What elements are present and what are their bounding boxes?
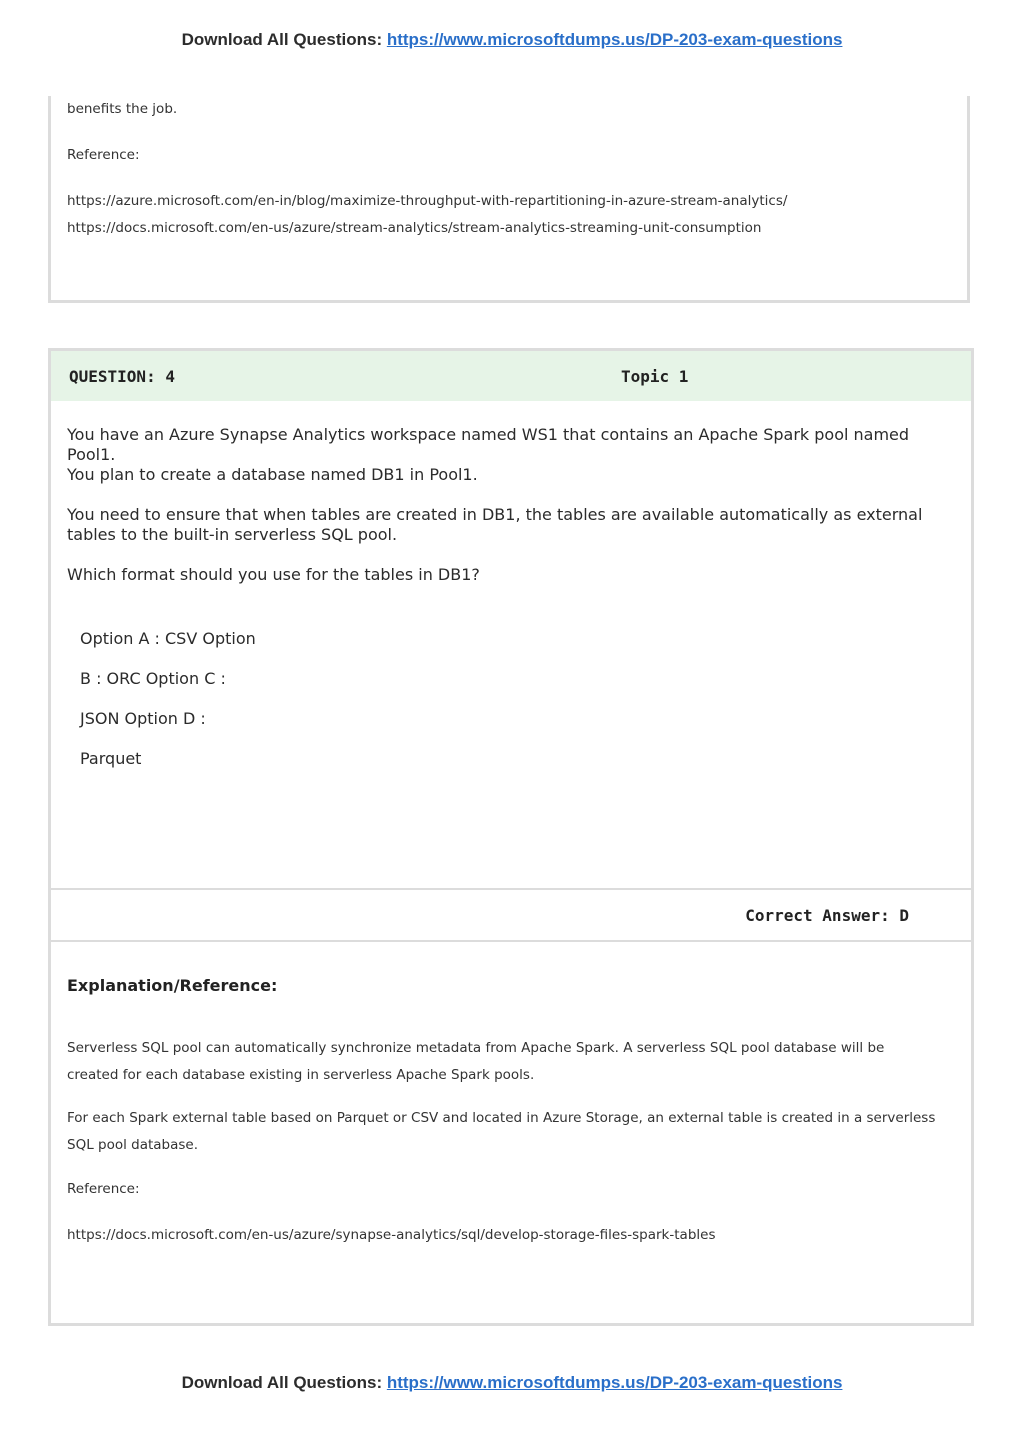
explanation-paragraph: For each Spark external table based on Parquet or CSV and located in Azure Storage, an external table is created in a serverless SQL pool database.: [67, 1110, 936, 1153]
question-panel: [48, 348, 974, 1326]
question-paragraph: You have an Azure Synapse Analytics workspace named WS1 that contains an Apache Spark pool named Pool1.: [67, 425, 910, 464]
question-paragraph: You plan to create a database named DB1 in Pool1.: [67, 465, 478, 484]
answer-option: JSON Option D :: [80, 709, 206, 728]
download-banner-bottom: [0, 1373, 1024, 1393]
correct-answer: Correct Answer: D: [745, 906, 909, 925]
section-divider: [51, 940, 971, 942]
explanation-title: Explanation/Reference:: [67, 976, 278, 995]
previous-question-panel: [48, 96, 970, 303]
question-header: [51, 351, 971, 401]
previous-reference-label: Reference:: [67, 147, 140, 163]
previous-reference-link[interactable]: https://azure.microsoft.com/en-in/blog/maximize-throughput-with-repartitioning-in-azure-stream-analytics/: [67, 193, 788, 209]
previous-reference-link[interactable]: https://docs.microsoft.com/en-us/azure/stream-analytics/stream-analytics-streaming-unit-consumption: [67, 220, 762, 236]
explanation-paragraph: Serverless SQL pool can automatically synchronize metadata from Apache Spark. A serverless SQL pool database will be created for each database existing in serverless Apache Spark pools.: [67, 1040, 885, 1083]
question-prompt: Which format should you use for the tables in DB1?: [67, 565, 480, 584]
download-link[interactable]: https://www.microsoftdumps.us/DP-203-exam-questions: [386, 1373, 843, 1392]
download-label: Download All Questions:: [181, 1373, 387, 1392]
answer-option: B : ORC Option C :: [80, 669, 226, 688]
download-link[interactable]: https://www.microsoftdumps.us/DP-203-exam-questions: [386, 30, 843, 49]
answer-option: Parquet: [80, 749, 142, 768]
previous-explanation-tail: benefits the job.: [67, 101, 178, 117]
question-topic: Topic 1: [621, 367, 689, 386]
answer-option: Option A : CSV Option: [80, 629, 256, 648]
explanation-reference-label: Reference:: [67, 1181, 140, 1197]
download-banner-top: [0, 30, 1024, 50]
section-divider: [51, 888, 971, 890]
question-number: QUESTION: 4: [69, 367, 175, 386]
question-paragraph: You need to ensure that when tables are created in DB1, the tables are available automatically as external tables to the built-in serverless SQL pool.: [67, 505, 923, 544]
explanation-reference-link[interactable]: https://docs.microsoft.com/en-us/azure/synapse-analytics/sql/develop-storage-files-spark-tables: [67, 1227, 716, 1243]
download-label: Download All Questions:: [181, 30, 387, 49]
